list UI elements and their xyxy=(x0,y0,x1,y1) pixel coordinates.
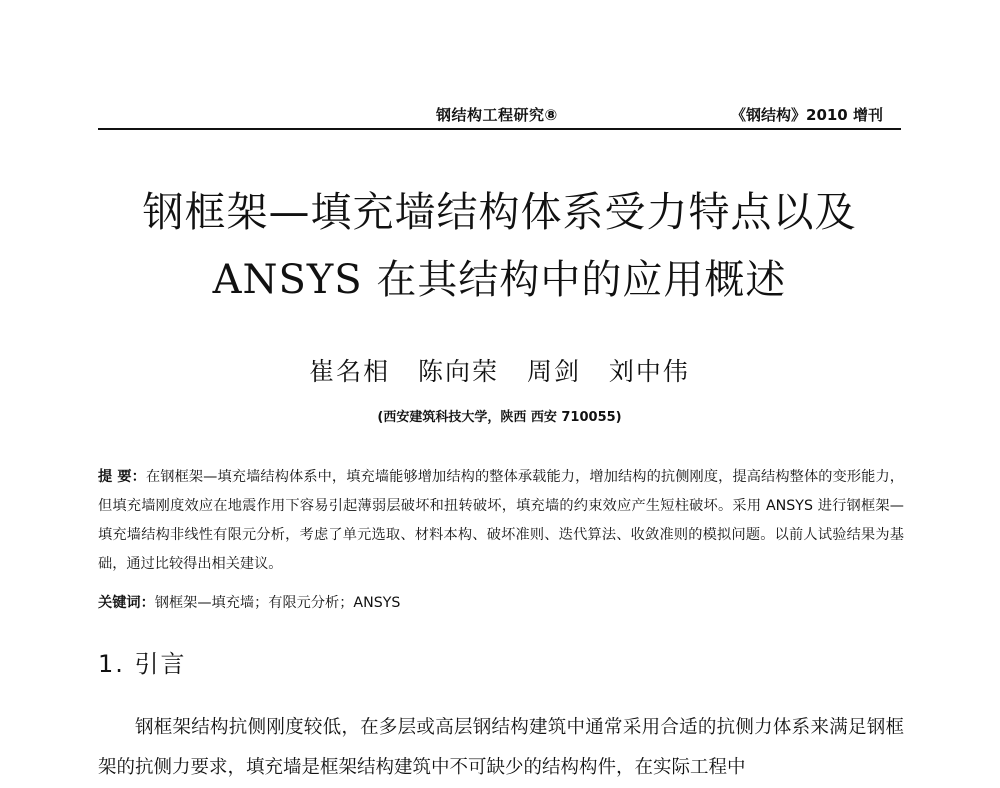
affiliation: (西安建筑科技大学，陕西 西安 710055) xyxy=(377,410,622,425)
paper-title-line2 xyxy=(98,254,901,306)
paper-title-line1: 钢框架—填充墙结构体系受力特点以及 xyxy=(142,188,857,236)
running-header-journal: 《钢结构》2010 增刊 xyxy=(731,106,883,124)
body-paragraph: 钢框架结构抗侧刚度较低，在多层或高层钢结构建筑中通常采用合适的抗侧力体系来满足钢框架的抗侧力要求，填充墙是框架结构建筑中不可缺少的结构构件，在实际工程中 xyxy=(98,717,904,778)
keywords-text: 钢框架—填充墙；有限元分析；ANSYS xyxy=(154,595,401,611)
title-line2-rest: 在其结构中的应用概述 xyxy=(362,257,787,303)
abstract-label: 提 要： xyxy=(98,469,146,485)
keywords xyxy=(98,592,904,612)
abstract-text: 在钢框架—填充墙结构体系中，填充墙能够增加结构的整体承载能力，增加结构的抗侧刚度，提高结构整体的变形能力，但填充墙刚度效应在地震作用下容易引起薄弱层破坏和扭转破坏，填充墙的约束效应产生短柱破坏。采用 ANSYS 进行钢框架—填充墙结构非线性有限元分析，考虑了单元选取、材料本构、破坏准则、迭代算法、收敛准则的模拟问题。以前人试验结果为基础，通过比较得出相关建议。 xyxy=(98,469,904,572)
section-heading: 1. 引言 xyxy=(98,650,187,678)
title-ansys: ANSYS xyxy=(212,257,363,303)
authors: 崔名相 陈向荣 周剑 刘中伟 xyxy=(309,357,690,386)
running-header-series: 钢结构工程研究⑧ xyxy=(436,106,558,124)
header-rule xyxy=(98,128,901,130)
abstract xyxy=(98,463,904,579)
keywords-label: 关键词： xyxy=(98,595,155,611)
